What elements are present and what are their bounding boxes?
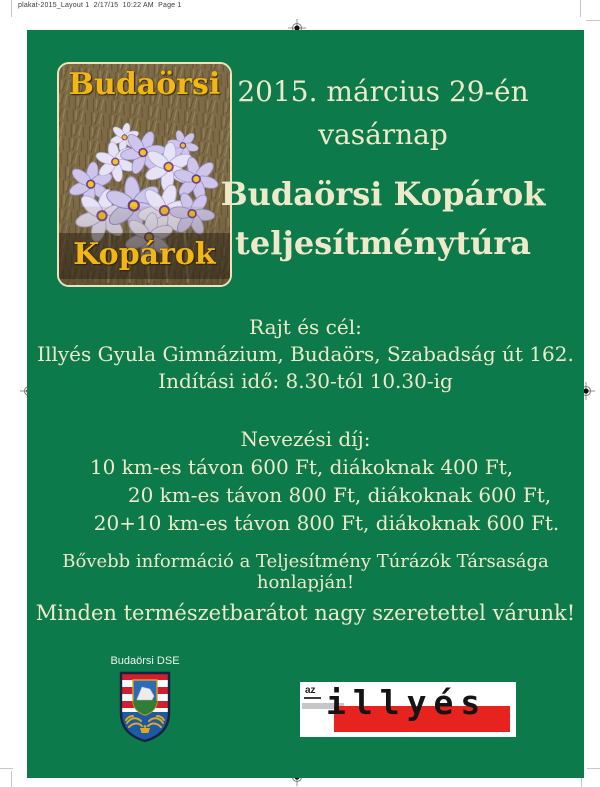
dse-label: Budaörsi DSE — [110, 655, 180, 667]
crop-mark-bottom-left-h — [0, 768, 13, 769]
dse-shield-icon — [119, 671, 171, 743]
illyes-prefix: az — [304, 685, 321, 699]
dse-logo — [97, 654, 193, 747]
event-date: 2015. március 29-én — [237, 75, 529, 108]
illyes-logo — [300, 682, 516, 737]
fees-heading: Nevezési díj: — [240, 427, 371, 451]
start-time: Indítási idő: 8.30-tól 10.30-ig — [158, 369, 453, 393]
welcome-line: Minden természetbarátot nagy szeretettel várunk! — [35, 601, 576, 625]
fee-line-20km: 20 km-es távon 800 Ft, diákoknak 600 Ft, — [127, 483, 552, 507]
crop-mark-bottom-left-v — [11, 771, 12, 787]
start-venue: Illyés Gyula Gimnázium, Budaörs, Szabadság út 162. — [37, 342, 574, 366]
flower-photo-card — [57, 62, 232, 287]
crop-mark-top-right-h — [586, 20, 600, 21]
headline-block — [207, 70, 559, 268]
headline-spacer — [207, 156, 559, 170]
info-line: Bővebb információ a Teljesítmény Túrázók Társasága honlapján! — [62, 551, 549, 593]
crop-mark-bottom-right-h — [587, 768, 600, 769]
illyes-name: illyés — [326, 683, 488, 722]
start-heading: Rajt és cél: — [249, 315, 362, 339]
fee-line-20plus10km: 20+10 km-es távon 800 Ft, diákoknak 600 Ft. — [93, 511, 560, 535]
photo-title-bottom: Kopárok — [73, 237, 216, 272]
photo-title-top: Budaörsi — [68, 67, 221, 102]
crop-mark-top-left — [11, 0, 12, 17]
start-section — [27, 314, 584, 395]
event-name-line1: Budaörsi Kopárok — [220, 175, 546, 213]
print-header-text: plakat-2015_Layout 1 2/17/15 10:22 AM Page 1 — [18, 2, 182, 9]
event-day: vasárnap — [318, 118, 448, 151]
fee-line-10km: 10 km-es távon 600 Ft, diákoknak 400 Ft, — [89, 455, 514, 479]
crop-mark-top-right-v — [580, 0, 581, 17]
fees-section — [27, 425, 584, 537]
poster-background — [27, 30, 584, 778]
event-name-line2: teljesítménytúra — [235, 224, 531, 262]
